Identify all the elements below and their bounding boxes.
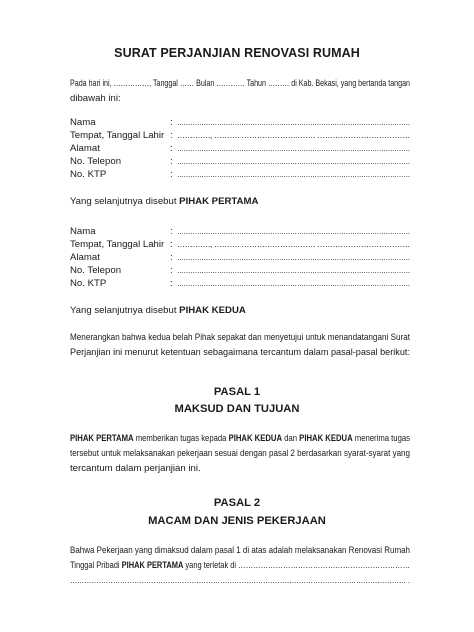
party2-ktp-label: No. KTP (70, 278, 107, 289)
pasal1-number: PASAL 1 (213, 386, 261, 398)
pasal2-line2-party: PIHAK PERTAMA (121, 560, 184, 571)
agreement-line-2: Perjanjian ini menurut ketentuan sebagaimana tercantum dalam pasal-pasal berikut: (70, 347, 410, 358)
pasal2-number: PASAL 2 (213, 497, 261, 509)
pasal1-line-2: tersebut untuk melaksanakan pekerjaan sesuai dengan pasal 2 berdasarkan syarat-syarat yang (70, 448, 410, 459)
party2-name-colon: : (170, 226, 173, 237)
party2-designation (70, 303, 246, 318)
party2-phone-field: …………………………………………………………………………………………… (177, 265, 410, 276)
party2-phone-label: No. Telepon (70, 265, 122, 276)
pasal1-title: MAKSUD DAN TUJUAN (174, 403, 300, 415)
party1-name-label: Nama (70, 117, 96, 128)
party2-ktp-colon: : (170, 278, 173, 289)
party1-name-field: …………………………………………………………………………………………… (177, 117, 410, 128)
intro-line-2: dibawah ini: (70, 93, 121, 104)
party2-name-field: …………………………………………………………………………………………… (177, 226, 410, 237)
party1-phone-field: …………………………………………………………………………………………… (177, 156, 410, 167)
pasal2-line-2 (70, 558, 410, 573)
party2-address-field: …………………………………………………………………………………………… (177, 252, 410, 263)
party2-birth-field: …………., ………. ………………….……. ……………………………… (177, 239, 410, 250)
party2-phone-colon: : (170, 265, 173, 276)
pasal2-line-3: …………………………………………………………………………………………………………………………… . (70, 575, 410, 586)
party1-name-colon: : (170, 117, 173, 128)
pasal2-line2-prefix: Tinggal Pribadi (70, 560, 122, 571)
pasal1-line-3: tercantum dalam perjanjian ini. (70, 463, 201, 474)
party1-designation-name: PIHAK PERTAMA (179, 196, 259, 207)
pasal1-party-second: PIHAK KEDUA (228, 433, 283, 444)
party2-designation-prefix: Yang selanjutnya disebut (70, 305, 180, 316)
pasal1-party-third: PIHAK KEDUA (299, 433, 353, 444)
pasal1-party-first: PIHAK PERTAMA (70, 433, 134, 444)
pasal1-text-3: menerima tugas (352, 433, 410, 444)
pasal1-text-2: dan (282, 433, 300, 444)
pasal2-title: MACAM DAN JENIS PEKERJAAN (148, 515, 326, 527)
party2-address-label: Alamat (70, 252, 100, 263)
party1-phone-colon: : (170, 156, 173, 167)
party1-ktp-colon: : (170, 169, 173, 180)
party1-address-field: …………………………………………………………………………………………… (177, 143, 410, 154)
party2-name-label: Nama (70, 226, 96, 237)
pasal2-line-1: Bahwa Pekerjaan yang dimaksud dalam pasal 1 di atas adalah melaksanakan Renovasi Rumah (70, 545, 411, 556)
party1-address-label: Alamat (70, 143, 100, 154)
party1-birth-label: Tempat, Tanggal Lahir (70, 130, 165, 141)
party1-designation (70, 194, 258, 209)
party2-address-colon: : (170, 252, 173, 263)
party1-birth-colon: : (170, 130, 173, 141)
party2-birth-label: Tempat, Tanggal Lahir (70, 239, 165, 250)
party1-address-colon: : (170, 143, 173, 154)
agreement-line-1: Menerangkan bahwa kedua belah Pihak sepakat dan menyetujui untuk menandatangani Surat (70, 332, 411, 343)
party2-ktp-field: …………………………………………………………………………………………… (177, 278, 410, 289)
intro-line-1: Pada hari ini, ……………, Tanggal …… Bulan ………… Tahun ……… di Kab. Bekasi, yang bertanda tangan (70, 78, 411, 89)
party2-designation-name: PIHAK KEDUA (179, 305, 246, 316)
party1-ktp-field: …………………………………………………………………………………………… (177, 169, 410, 180)
pasal1-text-1: memberikan tugas kepada (133, 433, 229, 444)
pasal2-line2-suffix: yang terletak di …………………………………………………………… (183, 560, 410, 571)
party1-ktp-label: No. KTP (70, 169, 107, 180)
party1-designation-prefix: Yang selanjutnya disebut (70, 196, 180, 207)
party1-birth-field: …………., ………. ………………….……. ……………………………… (177, 130, 410, 141)
party1-phone-label: No. Telepon (70, 156, 122, 167)
pasal1-line-1 (70, 431, 410, 446)
party2-birth-colon: : (170, 239, 173, 250)
document-title: SURAT PERJANJIAN RENOVASI RUMAH (114, 46, 360, 60)
